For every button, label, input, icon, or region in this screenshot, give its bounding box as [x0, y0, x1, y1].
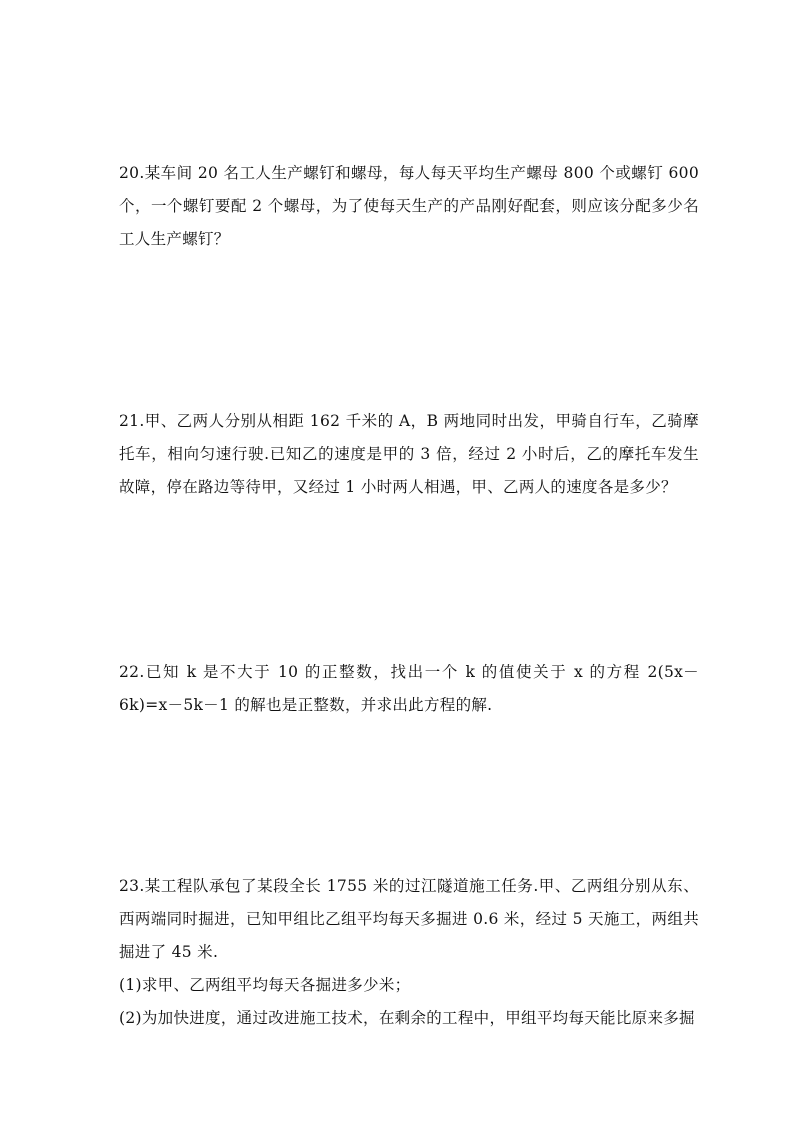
problem-23-body: 某工程队承包了某段全长 1755 米的过江隧道施工任务.甲、乙两组分别从东、西两端同时掘进，已知甲组比乙组平均每天多掘进 0.6 米，经过 5 天施工，两组共掘进了 45 米. [119, 877, 699, 961]
problem-20 [119, 157, 699, 256]
problem-22 [119, 656, 699, 722]
problem-20-body: 某车间 20 名工人生产螺钉和螺母，每人每天平均生产螺母 800 个或螺钉 600 个，一个螺钉要配 2 个螺母，为了使每天生产的产品刚好配套，则应该分配多少名工人生产螺钉？ [119, 164, 699, 248]
problem-22-number: 22. [119, 663, 145, 681]
problem-22-body: 已知 k 是不大于 10 的正整数，找出一个 k 的值使关于 x 的方程 2(5x－6k)=x－5k－1 的解也是正整数，并求出此方程的解. [119, 663, 699, 714]
problem-20-text [119, 157, 699, 256]
problem-20-number: 20. [119, 164, 145, 182]
problem-21-body: 甲、乙两人分别从相距 162 千米的 A，B 两地同时出发，甲骑自行车，乙骑摩托车，相向匀速行驶.已知乙的速度是甲的 3 倍，经过 2 小时后，乙的摩托车发生故障，停在路边等待甲，又经过 1 小时两人相遇，甲、乙两人的速度各是多少？ [119, 412, 699, 496]
problem-21-text [119, 405, 699, 504]
problem-23-number: 23. [119, 877, 145, 895]
problem-23-part-1: (1)求甲、乙两组平均每天各掘进多少米； [119, 976, 411, 994]
problem-23-part-2: (2)为加快进度，通过改进施工技术，在剩余的工程中，甲组平均每天能比原来多掘 [119, 1009, 695, 1027]
problem-21 [119, 405, 699, 504]
problem-22-text [119, 656, 699, 722]
problem-23-text [119, 870, 699, 969]
problem-23 [119, 870, 699, 1035]
problem-21-number: 21. [119, 412, 145, 430]
